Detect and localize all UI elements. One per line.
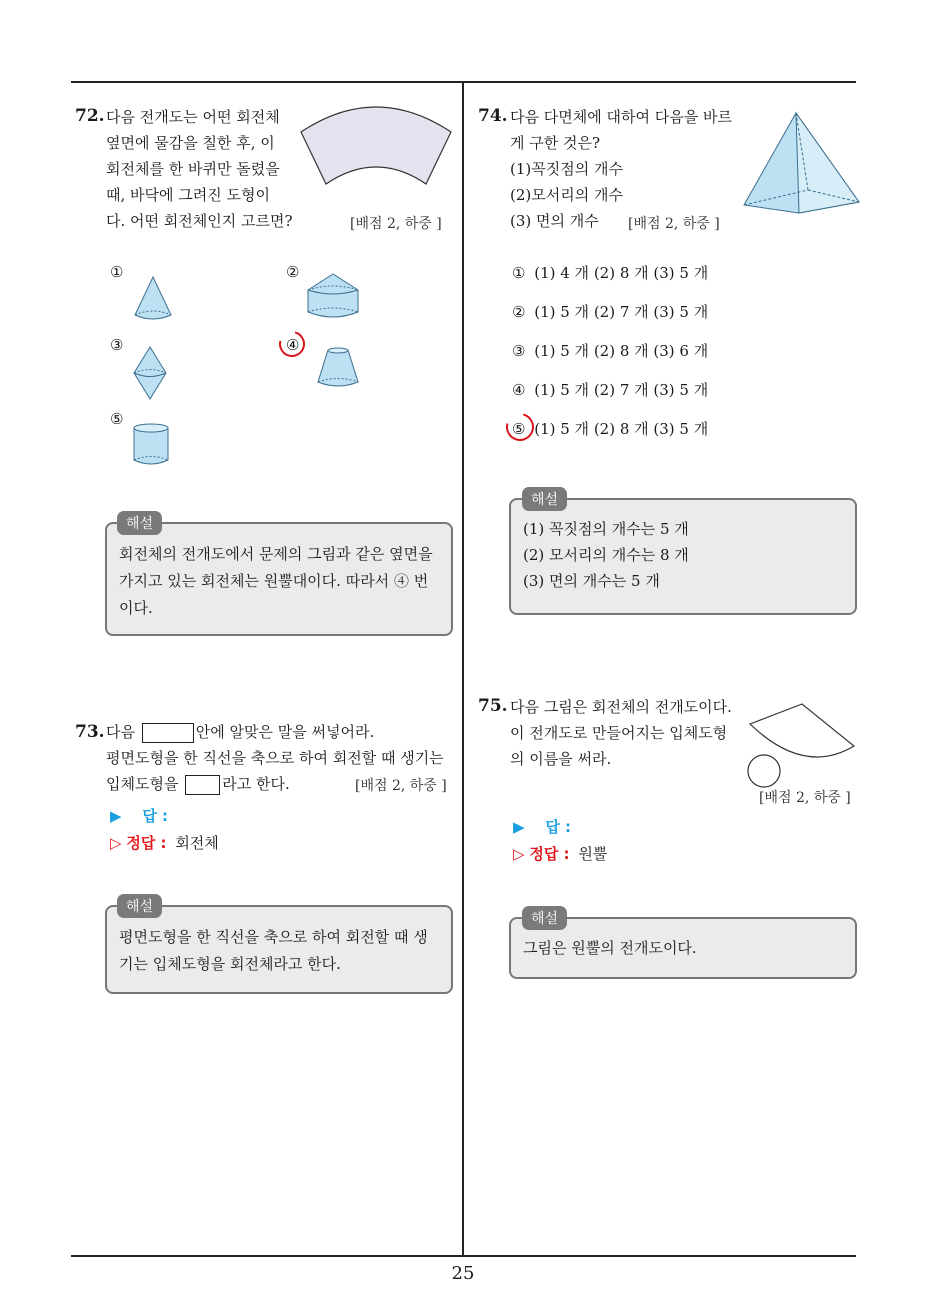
explanation-text xyxy=(523,935,697,962)
question-line-1 xyxy=(106,719,374,745)
answer-row xyxy=(513,816,571,837)
score-label: [배점 2, 하중 ] xyxy=(350,216,442,232)
correct-label: 정답 : xyxy=(126,834,167,852)
question-text xyxy=(106,104,293,234)
frustum-net-figure xyxy=(296,100,456,210)
question-line: 옆면에 물감을 칠한 후, 이 xyxy=(106,134,275,152)
correct-label: 정답 : xyxy=(529,845,570,863)
question-line: 다음 그림은 회전체의 전개도이다. xyxy=(510,698,732,716)
cylinder-with-cone-icon[interactable] xyxy=(302,272,364,324)
option-3[interactable] xyxy=(512,340,708,379)
page-number: 25 xyxy=(451,1263,475,1284)
option-mark: ⑤ xyxy=(512,420,526,438)
option-5[interactable] xyxy=(512,418,708,457)
question-line: 다음 전개도는 어떤 회전체 xyxy=(106,108,280,126)
answer-label: 답 : xyxy=(142,807,169,825)
options-list xyxy=(512,262,708,457)
bottom-rule xyxy=(71,1255,856,1257)
option-3-mark[interactable]: ③ xyxy=(110,336,124,354)
option-mark: ① xyxy=(512,264,526,282)
option-mark: ④ xyxy=(512,381,526,399)
option-2-mark[interactable]: ② xyxy=(286,263,300,281)
cone-icon[interactable] xyxy=(128,275,188,325)
blank-box xyxy=(185,775,220,795)
question-line: 다. 어떤 회전체인지 고르면? xyxy=(106,212,293,230)
option-4-mark[interactable]: ④ xyxy=(286,336,300,354)
explanation-tag: 해설 xyxy=(117,894,162,918)
option-4[interactable] xyxy=(512,379,708,418)
option-1[interactable] xyxy=(512,262,708,301)
explanation-text xyxy=(119,924,428,978)
explanation-line: 평면도형을 한 직선을 축으로 하여 회전할 때 생 xyxy=(119,928,428,946)
cone-net-figure xyxy=(744,700,858,792)
question-text: 입체도형을 xyxy=(106,775,179,793)
option-text: (1) 5 개 (2) 8 개 (3) 5 개 xyxy=(534,420,709,438)
option-1-mark[interactable]: ① xyxy=(110,263,124,281)
correct-answer-row xyxy=(513,843,607,864)
question-line-2: 평면도형을 한 직선을 축으로 하여 회전할 때 생기는 xyxy=(106,749,444,767)
answer-row xyxy=(110,805,168,826)
option-text: (1) 4 개 (2) 8 개 (3) 5 개 xyxy=(534,264,709,282)
correct-arrow-icon: ▷ xyxy=(110,834,122,852)
column-divider xyxy=(462,82,464,1256)
correct-arrow-icon: ▷ xyxy=(513,845,525,863)
explanation-line: 회전체의 전개도에서 문제의 그림과 같은 옆면을 xyxy=(119,545,433,563)
double-cone-icon[interactable] xyxy=(130,345,170,403)
option-5-mark[interactable]: ⑤ xyxy=(110,410,124,428)
explanation-tag: 해설 xyxy=(522,906,567,930)
question-number: 73. xyxy=(75,722,105,742)
explanation-line: 그림은 원뿔의 전개도이다. xyxy=(523,939,697,957)
question-line: 다음 다면체에 대하여 다음을 바르 xyxy=(510,108,732,126)
correct-value: 원뿔 xyxy=(578,845,608,863)
score-label: [배점 2, 하중 ] xyxy=(759,790,851,806)
explanation-text xyxy=(523,516,689,594)
option-2[interactable] xyxy=(512,301,708,340)
explanation-tag: 해설 xyxy=(522,487,567,511)
explanation-tag: 해설 xyxy=(117,511,162,535)
question-line: (2)모서리의 개수 xyxy=(510,186,623,204)
question-line-3 xyxy=(106,771,290,797)
question-line: 게 구한 것은? xyxy=(510,134,601,152)
explanation-line: 이다. xyxy=(119,599,153,617)
explanation-line: (2) 모서리의 개수는 8 개 xyxy=(523,546,689,564)
option-text: (1) 5 개 (2) 7 개 (3) 5 개 xyxy=(534,381,709,399)
question-number: 74. xyxy=(478,106,508,126)
explanation-line: (3) 면의 개수는 5 개 xyxy=(523,572,660,590)
correct-answer-circle xyxy=(274,326,310,362)
square-pyramid-figure xyxy=(740,110,864,222)
question-line: (3) 면의 개수 xyxy=(510,212,599,230)
answer-arrow-icon: ▶ xyxy=(110,807,122,825)
explanation-line: 기는 입체도형을 회전체라고 한다. xyxy=(119,955,341,973)
question-text xyxy=(510,694,732,772)
explanation-text xyxy=(119,541,433,622)
question-text: 다음 xyxy=(106,723,135,741)
correct-value: 회전체 xyxy=(175,834,219,852)
question-line: 이 전개도로 만들어지는 입체도형 xyxy=(510,724,728,742)
question-text: 안에 알맞은 말을 써넣어라. xyxy=(195,723,375,741)
option-mark: ③ xyxy=(512,342,526,360)
question-number: 72. xyxy=(75,106,105,126)
question-text: 라고 한다. xyxy=(222,775,290,793)
question-line: 회전체를 한 바퀴만 돌렸을 xyxy=(106,160,280,178)
option-mark: ② xyxy=(512,303,526,321)
answer-label: 답 : xyxy=(545,818,572,836)
correct-answer-row xyxy=(110,832,219,853)
blank-box xyxy=(142,723,194,743)
answer-arrow-icon: ▶ xyxy=(513,818,525,836)
option-text: (1) 5 개 (2) 7 개 (3) 5 개 xyxy=(534,303,709,321)
explanation-line: 가지고 있는 회전체는 원뿔대이다. 따라서 ④ 번 xyxy=(119,572,429,590)
frustum-icon[interactable] xyxy=(314,346,362,390)
question-line: 의 이름을 써라. xyxy=(510,750,612,768)
score-label: [배점 2, 하중 ] xyxy=(628,216,720,232)
option-text: (1) 5 개 (2) 8 개 (3) 6 개 xyxy=(534,342,709,360)
question-line: (1)꼭짓점의 개수 xyxy=(510,160,623,178)
cylinder-icon[interactable] xyxy=(130,422,172,470)
explanation-line: (1) 꼭짓점의 개수는 5 개 xyxy=(523,520,689,538)
score-label: [배점 2, 하중 ] xyxy=(355,778,447,794)
question-number: 75. xyxy=(478,696,508,716)
question-line: 때, 바닥에 그려진 도형이 xyxy=(106,186,270,204)
